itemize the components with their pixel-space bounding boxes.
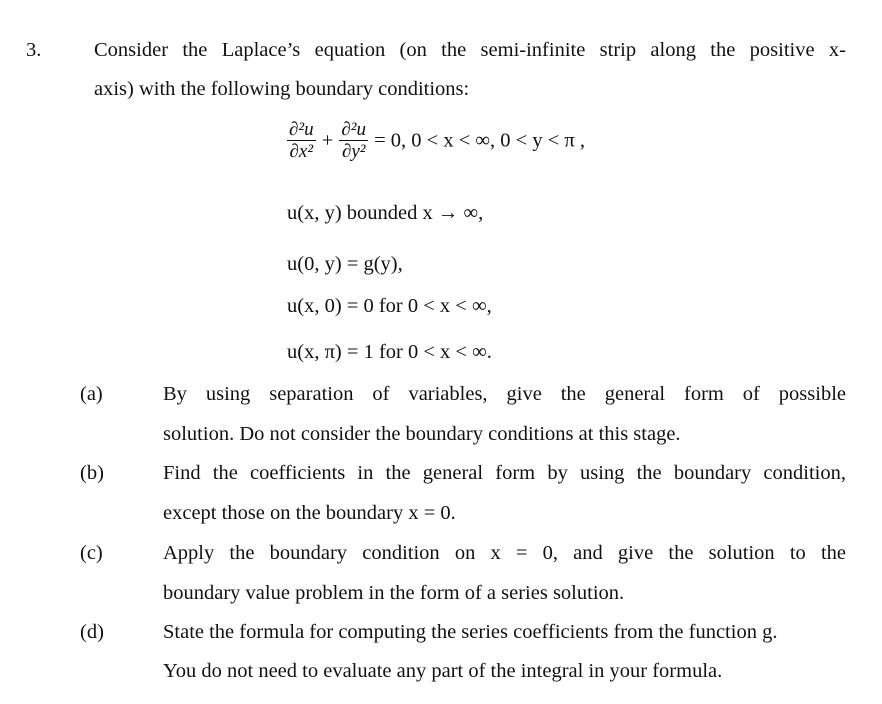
boundary-condition-ypi: u(x, π) = 1 for 0 < x < ∞. [287,341,492,363]
question-number: 3. [26,39,42,61]
boundary-condition-x0: u(0, y) = g(y), [287,253,403,275]
boundary-condition-y0: u(x, 0) = 0 for 0 < x < ∞, [287,295,492,317]
fraction-denominator: ∂x² [289,141,314,162]
laplace-equation [286,119,585,162]
part-d-line-1: State the formula for computing the series coefficients from the function g. [163,621,778,643]
fraction-numerator: ∂²u [289,119,314,140]
part-a-line-1: By using separation of variables, give the general form of possible [163,383,846,405]
part-c-line-1: Apply the boundary condition on x = 0, and give the solution to the [163,542,846,564]
part-d-line-2: You do not need to evaluate any part of the integral in your formula. [163,660,723,682]
part-b-label: (b) [80,462,104,484]
part-d-label: (d) [80,621,104,643]
question-intro-line-2: axis) with the following boundary conditions: [94,78,470,100]
part-c-line-2: boundary value problem in the form of a series solution. [163,582,625,604]
question-intro-line-1: Consider the Laplace’s equation (on the semi-infinite strip along the positive x- [94,39,846,61]
part-b-line-2: except those on the boundary x = 0. [163,502,456,524]
fraction-denominator: ∂y² [341,141,366,162]
part-a-label: (a) [80,383,103,405]
fraction-d2u-dy2 [339,119,368,162]
part-a-line-2: solution. Do not consider the boundary conditions at this stage. [163,423,681,445]
plus-sign: + [321,129,334,152]
fraction-numerator: ∂²u [341,119,366,140]
boundary-condition-bounded: u(x, y) bounded x → ∞, [287,202,484,224]
equation-domain: = 0, 0 < x < ∞, 0 < y < π , [374,129,586,152]
part-c-label: (c) [80,542,103,564]
part-b-line-1: Find the coefficients in the general form by using the boundary condition, [163,462,846,484]
fraction-d2u-dx2 [287,119,316,162]
